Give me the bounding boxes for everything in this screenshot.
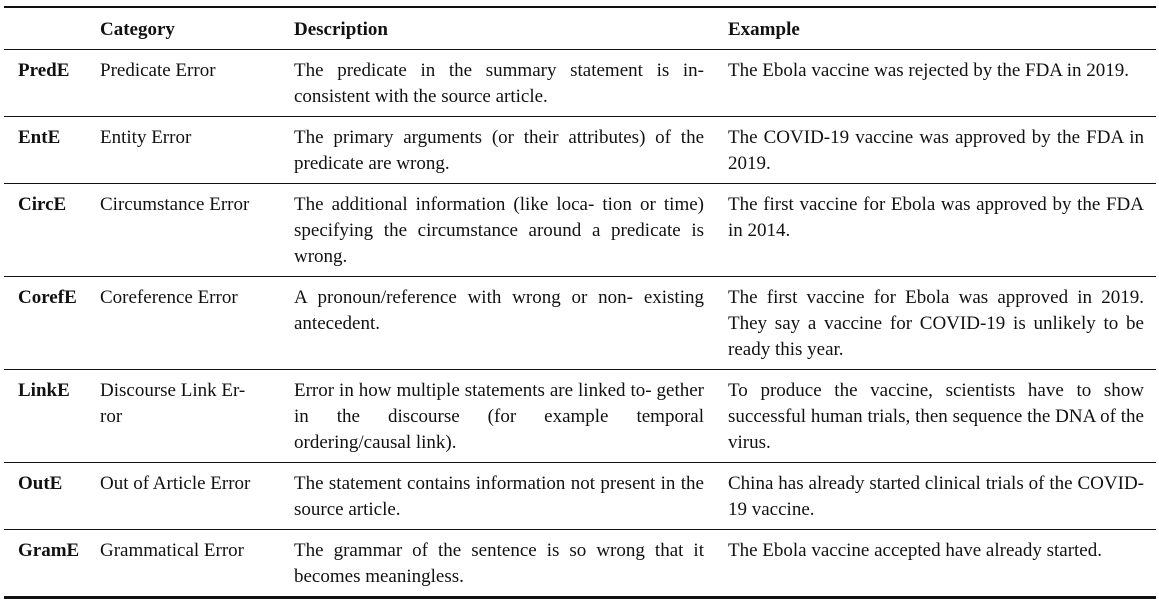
row-example: To produce the vaccine, scientists have to show successful human trials, then sequence the DNA of the virus.	[728, 380, 1144, 453]
row-category: Circumstance Error	[100, 194, 250, 215]
table-row	[4, 117, 1156, 184]
row-category: Entity Error	[100, 127, 192, 148]
row-abbr: GramE	[18, 540, 80, 561]
row-abbr: EntE	[18, 127, 61, 148]
table-row	[4, 530, 1156, 598]
row-example: The Ebola vaccine accepted have already started.	[728, 540, 1102, 561]
row-category: Coreference Error	[100, 287, 238, 308]
table-row	[4, 370, 1156, 463]
table	[4, 6, 1156, 599]
row-description: The grammar of the sentence is so wrong that it becomes meaningless.	[294, 540, 704, 587]
table-row	[4, 463, 1156, 530]
row-abbr: CorefE	[18, 287, 77, 308]
row-category: Grammatical Error	[100, 540, 245, 561]
table-header-row	[4, 7, 1156, 50]
error-category-table	[4, 6, 1156, 599]
row-category: Predicate Error	[100, 60, 216, 81]
row-abbr: CircE	[18, 194, 67, 215]
row-description: The additional information (like loca- tion or time) specifying the circumstance around a predicate is wrong.	[294, 194, 704, 267]
row-category: Out of Article Error	[100, 473, 251, 494]
header-description: Description	[294, 19, 388, 40]
row-abbr: OutE	[18, 473, 63, 494]
row-description: A pronoun/reference with wrong or non- existing antecedent.	[294, 287, 704, 334]
row-abbr: PredE	[18, 60, 70, 81]
row-category: Discourse Link Er- ror	[100, 380, 246, 427]
header-example: Example	[728, 19, 800, 40]
row-example: China has already started clinical trials of the COVID-19 vaccine.	[728, 473, 1144, 520]
row-description: Error in how multiple statements are linked to- gether in the discourse (for example temporal ordering/causal link).	[294, 380, 704, 453]
header-category: Category	[100, 19, 175, 40]
row-description: The predicate in the summary statement is in- consistent with the source article.	[294, 60, 704, 107]
header-abbr	[4, 7, 90, 50]
row-example: The COVID-19 vaccine was approved by the FDA in 2019.	[728, 127, 1144, 174]
row-description: The primary arguments (or their attributes) of the predicate are wrong.	[294, 127, 704, 174]
table-row	[4, 184, 1156, 277]
table-row	[4, 50, 1156, 117]
row-example: The first vaccine for Ebola was approved in 2019. They say a vaccine for COVID-19 is unlikely to be ready this year.	[728, 287, 1144, 360]
row-description: The statement contains information not present in the source article.	[294, 473, 704, 520]
row-example: The first vaccine for Ebola was approved by the FDA in 2014.	[728, 194, 1144, 241]
row-example: The Ebola vaccine was rejected by the FDA in 2019.	[728, 60, 1129, 81]
table-row	[4, 277, 1156, 370]
row-abbr: LinkE	[18, 380, 70, 401]
